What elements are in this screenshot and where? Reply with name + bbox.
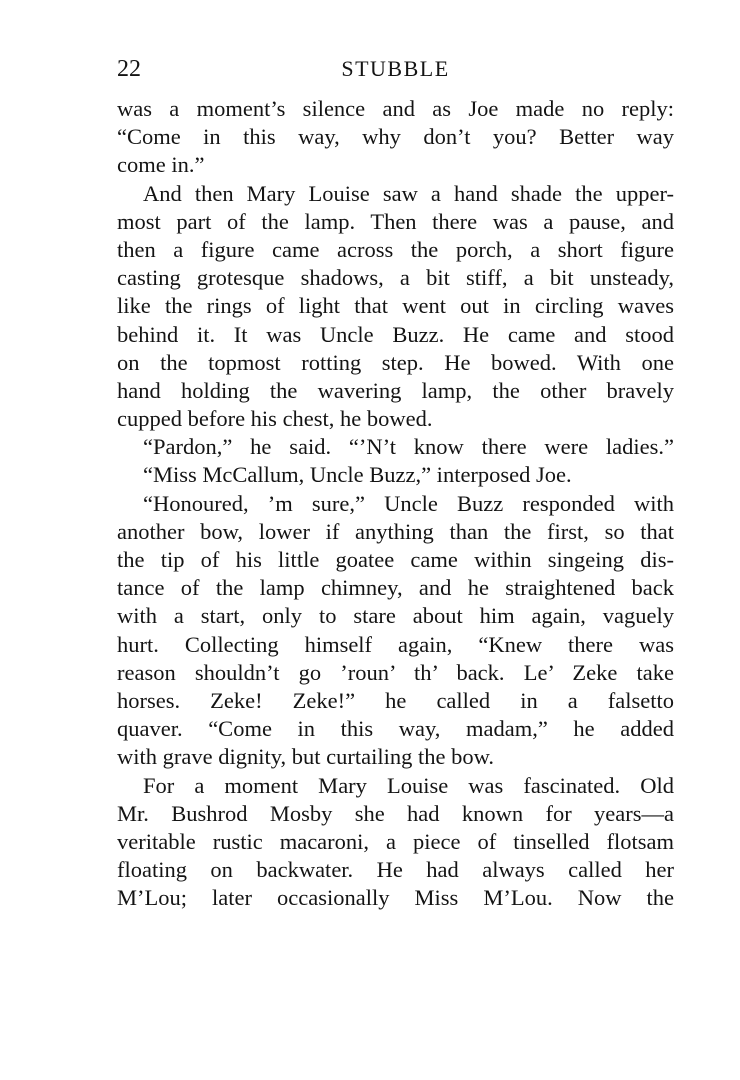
text-line: casting grotesque shadows, a bit stiff, a bit unsteady,: [117, 265, 674, 291]
text-line: quaver. “Come in this way, madam,” he added: [117, 716, 674, 742]
text-line: the tip of his little goatee came within singeing dis-: [117, 547, 674, 572]
text-line: on the topmost rotting step. He bowed. With one: [117, 349, 674, 375]
text-line: reason shouldn’t go ’roun’ th’ back. Le’ Zeke take: [117, 659, 674, 685]
text-line: most part of the lamp. Then there was a pause, and: [117, 208, 674, 234]
body-text: [117, 95, 674, 912]
text-line: “Pardon,” he said. “’N’t know there were ladies.”: [143, 434, 674, 460]
text-line: floating on backwater. He had always called her: [117, 857, 674, 883]
text-line: come in.”: [117, 152, 205, 178]
text-line: then a figure came across the porch, a short figure: [117, 236, 674, 262]
text-line: another bow, lower if anything than the first, so that: [117, 518, 674, 544]
page-header: [117, 54, 674, 84]
text-line: behind it. It was Uncle Buzz. He came and stood: [117, 321, 674, 347]
text-line: hurt. Collecting himself again, “Knew there was: [117, 631, 674, 657]
text-line: with grave dignity, but curtailing the bow.: [117, 744, 495, 770]
running-title: STUBBLE: [341, 56, 450, 81]
text-line: hand holding the wavering lamp, the other bravely: [117, 377, 674, 403]
text-line: “Come in this way, why don’t you? Better way: [117, 124, 674, 150]
text-line: M’Lou; later occasionally Miss M’Lou. Now the: [117, 885, 674, 911]
text-line: like the rings of light that went out in circling waves: [117, 293, 674, 319]
text-line: “Honoured, ’m sure,” Uncle Buzz responded with: [143, 490, 674, 516]
text-line: with a start, only to stare about him again, vaguely: [117, 603, 674, 629]
page-number: 22: [117, 56, 141, 82]
text-line: For a moment Mary Louise was fascinated. Old: [143, 772, 674, 798]
text-line: And then Mary Louise saw a hand shade the upper-: [143, 180, 674, 206]
text-line: was a moment’s silence and as Joe made no reply:: [117, 96, 674, 121]
text-line: veritable rustic macaroni, a piece of tinselled flotsam: [117, 828, 674, 854]
text-line: cupped before his chest, he bowed.: [117, 406, 433, 432]
text-line: horses. Zeke! Zeke!” he called in a falsetto: [117, 687, 674, 713]
text-line: Mr. Bushrod Mosby she had known for years—a: [117, 800, 674, 826]
text-line: tance of the lamp chimney, and he straightened back: [117, 575, 674, 601]
text-line: “Miss McCallum, Uncle Buzz,” interposed Joe.: [143, 462, 572, 488]
